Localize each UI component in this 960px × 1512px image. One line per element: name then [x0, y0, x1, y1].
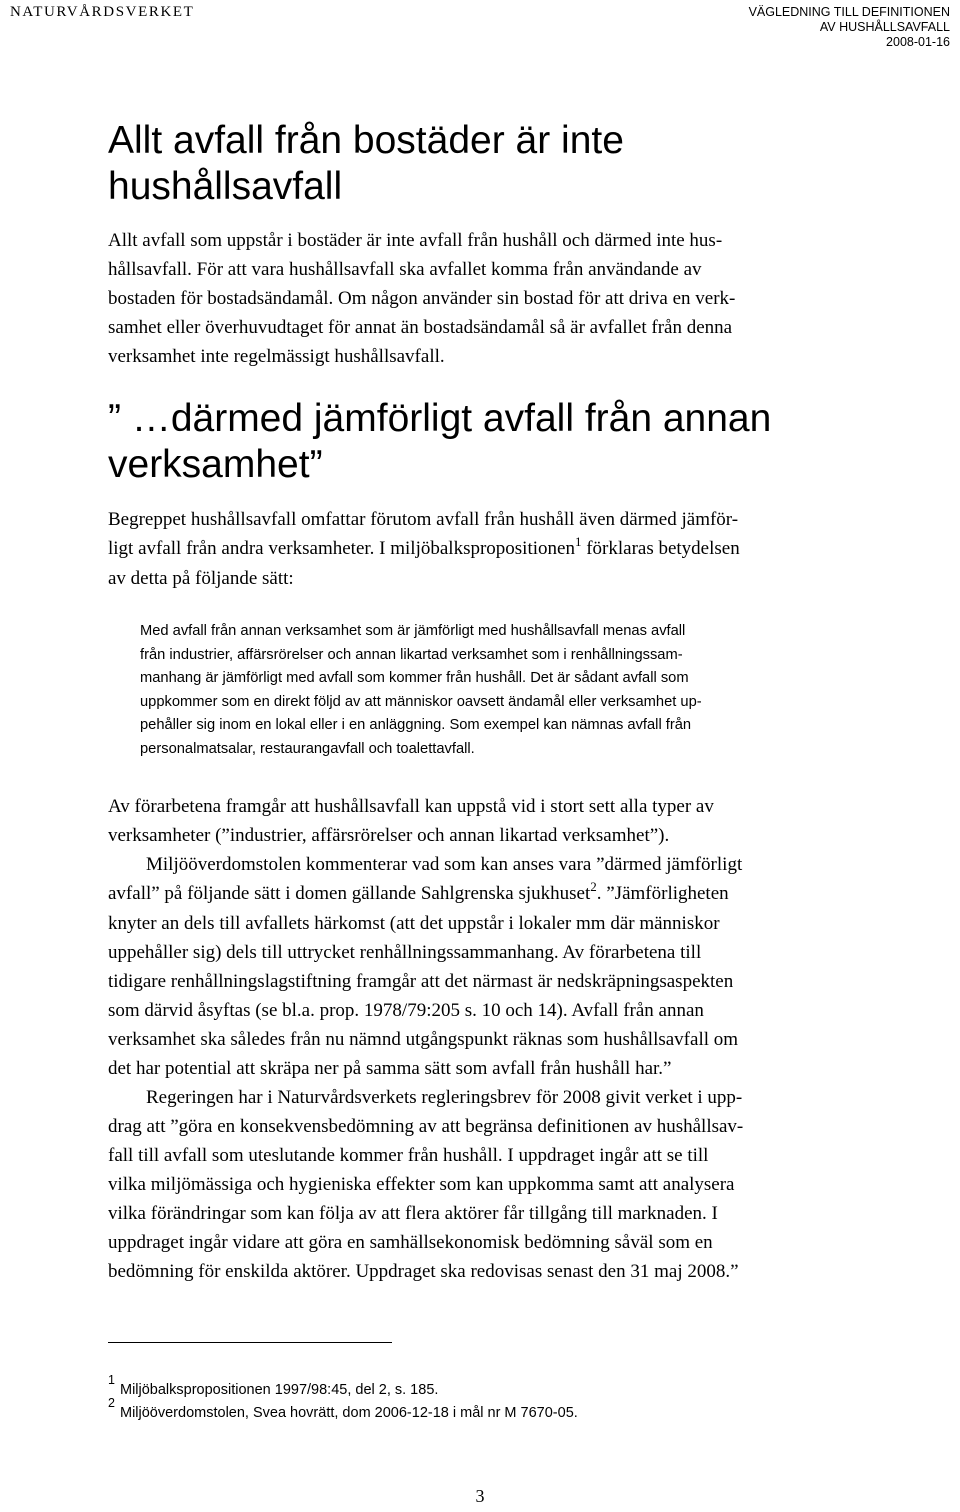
header-document-info	[749, 5, 950, 50]
text-line: uppehåller sig) dels till uttrycket renhållningssammanhang. Av förarbetena till	[108, 942, 702, 963]
text-line: bostaden för bostadsändamål. Om någon använder sin bostad för att driva en verk-	[108, 288, 736, 309]
section2-body	[108, 792, 848, 1286]
footnote-text: Miljööverdomstolen, Svea hovrätt, dom 2006-12-18 i mål nr M 7670-05.	[120, 1405, 578, 1421]
text-line: Regeringen har i Naturvårdsverkets regleringsbrev för 2008 givit verket i upp-	[146, 1087, 743, 1108]
block-quote	[140, 620, 820, 762]
text-line: Miljööverdomstolen kommenterar vad som kan anses vara ”därmed jämförligt	[146, 854, 743, 875]
quote-line: manhang är jämförligt med avfall som kommer från hushåll. Det är sådant avfall som	[140, 670, 689, 687]
footnote-ref-1: 1	[574, 534, 582, 549]
text-segment: förklaras betydelsen	[581, 538, 740, 559]
text-line: det har potential att skräpa ner på samma sätt som avfall från hushåll har.”	[108, 1058, 672, 1079]
text-line: hållsavfall. För att vara hushållsavfall ska avfallet komma från användande av	[108, 259, 702, 280]
text-line: verksamhet inte regelmässigt hushållsavfall.	[108, 346, 445, 367]
text-line: Allt avfall som uppstår i bostäder är inte avfall från hushåll och därmed inte hus-	[108, 230, 723, 251]
heading-line: verksamhet”	[108, 443, 323, 486]
section2-heading	[108, 396, 868, 488]
heading-line: ” …därmed jämförligt avfall från annan	[108, 397, 772, 440]
footnote-mark: 1	[108, 1373, 115, 1387]
quote-line: Med avfall från annan verksamhet som är jämförligt med hushållsavfall menas avfall	[140, 623, 686, 639]
section2-intro	[108, 505, 848, 593]
header-doc-title-line1: VÄGLEDNING TILL DEFINITIONEN	[748, 5, 950, 19]
heading-line: Allt avfall från bostäder är inte	[108, 119, 624, 162]
text-segment: . ”Jämförligheten	[596, 883, 729, 904]
section1-heading	[108, 118, 868, 210]
text-line	[108, 534, 848, 564]
text-segment: avfall” på följande sätt i domen gällande Sahlgrenska sjukhuset	[108, 883, 591, 904]
footnote-text: Miljöbalkspropositionen 1997/98:45, del 2, s. 185.	[120, 1382, 439, 1398]
text-segment: ligt avfall från andra verksamheter. I miljöbalkspropositionen	[108, 538, 575, 559]
text-line: tidigare renhållningslagstiftning framgår att det närmast är nedskräpningsaspekten	[108, 971, 734, 992]
quote-line: från industrier, affärsrörelser och annan likartad verksamhet som i renhållningssam-	[140, 646, 683, 663]
text-line: vilka miljömässiga och hygieniska effekter som kan uppkomma samt att analysera	[108, 1174, 735, 1195]
text-line: fall till avfall som uteslutande kommer från hushåll. I uppdraget ingår att se till	[108, 1145, 709, 1166]
text-line: verksamhet ska således från nu nämnd utgångspunkt räknas som hushållsavfall om	[108, 1029, 739, 1050]
footnote-separator	[108, 1342, 392, 1343]
header-date: 2008-01-16	[886, 35, 950, 49]
text-line: Av förarbetena framgår att hushållsavfall kan uppstå vid i stort sett alla typer av	[108, 796, 714, 817]
text-line	[108, 879, 848, 909]
header-organization: NATURVÅRDSVERKET	[10, 4, 195, 20]
text-line: verksamheter (”industrier, affärsrörelser och annan likartad verksamhet”).	[108, 825, 670, 846]
text-line: drag att ”göra en konsekvensbedömning av att begränsa definitionen av hushållsav-	[108, 1116, 744, 1137]
footnote-ref-2: 2	[590, 879, 597, 894]
text-line: av detta på följande sätt:	[108, 568, 294, 589]
quote-line: personalmatsalar, restaurangavfall och toalettavfall.	[140, 740, 475, 757]
quote-line: pehåller sig inom en lokal eller i en anläggning. Som exempel kan nämnas avfall från	[140, 717, 692, 734]
text-line: samhet eller överhuvudtaget för annat än bostadsändamål så är avfallet från denna	[108, 317, 733, 338]
heading-line: hushållsavfall	[108, 165, 343, 208]
text-line: som därvid åsyftas (se bl.a. prop. 1978/79:205 s. 10 och 14). Avfall från annan	[108, 1000, 704, 1021]
footnote-mark: 2	[108, 1396, 115, 1410]
text-line: vilka förändringar som kan följa av att flera aktörer får tillgång till marknaden. I	[108, 1203, 718, 1224]
quote-line: uppkommer som en direkt följd av att människor oavsett ändamål eller verksamhet up-	[140, 693, 702, 710]
text-line: bedömning för enskilda aktörer. Uppdraget ska redovisas senast den 31 maj 2008.”	[108, 1261, 739, 1282]
section1-paragraph	[108, 226, 848, 371]
header-doc-title-line2: AV HUSHÅLLSAVFALL	[819, 20, 950, 34]
text-line: Begreppet hushållsavfall omfattar förutom avfall från hushåll även därmed jämför-	[108, 509, 739, 530]
text-line: knyter an dels till avfallets härkomst (att det uppstår i lokaler mm där människor	[108, 913, 720, 934]
page-number: 3	[475, 1486, 485, 1506]
text-line: uppdraget ingår vidare att göra en samhällsekonomisk bedömning såväl som en	[108, 1232, 713, 1253]
